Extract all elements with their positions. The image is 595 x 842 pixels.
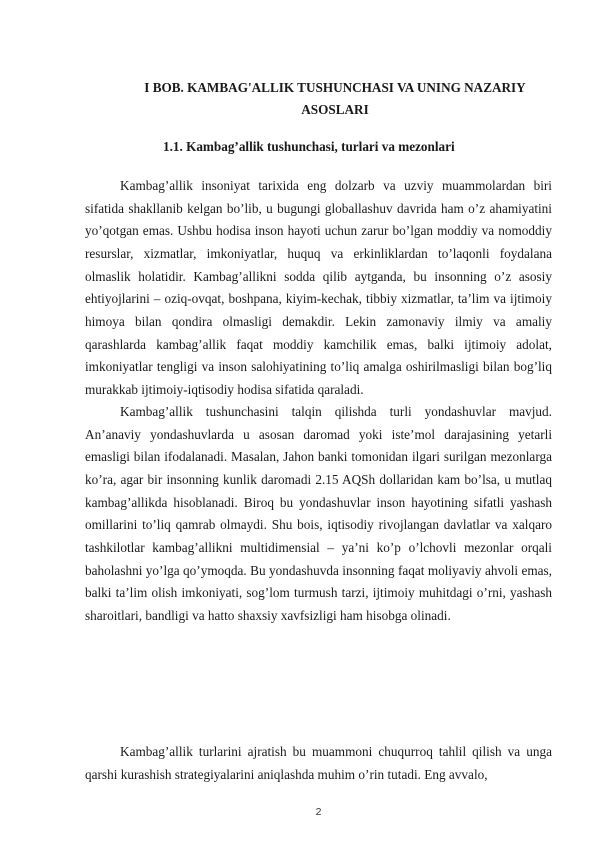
section-title: 1.1. Kambag’allik tushunchasi, turlari va mezonlari (163, 139, 455, 154)
body-paragraph: Kambag’allik turlarini ajratish bu muammoni chuqurroq tahlil qilish va unga qarshi kurashish strategiyalarini aniqlashda muhim o’rin tutadi. Eng avvalo, (85, 744, 552, 782)
page-number: 2 (315, 806, 322, 818)
body-paragraph: Kambag’allik tushunchasini talqin qilishda turli yondashuvlar mavjud. An’anaviy yondashuvlarda u asosan daromad yoki iste’mol darajasining yetarli emasligi bilan ifodalanadi. Masalan, Jahon banki tomonidan ilgari surilgan mezonlarga ko’ra, agar bir insonning kunlik daromadi 2.15 AQSh dollaridan kam bo’lsa, u mutlaq kambag’allikda hisoblanadi. Biroq bu yondashuvlar inson hayotining sifatli yashash omillarini to’liq qamrab olmaydi. Shu bois, iqtisodiy rivojlangan davlatlar va xalqaro tashkilotlar kambag’allikni multidimensial – ya’ni ko’p o’lchovli mezonlar orqali baholashni yo’lga qo’ymoqda. Bu yondashuvda insonning faqat moliyaviy ahvoli emas, balki ta’lim olish imkoniyati, sog’lom turmush tarzi, ijtimoiy muhitdagi o’rni, yashash sharoitlari, bandligi va hatto shaxsiy xavfsizligi ham hisobga olinadi. (85, 404, 552, 623)
body-paragraph: Kambag’allik insoniyat tarixida eng dolzarb va uzviy muammolardan biri sifatida shakllanib kelgan bo’lib, u bugungi globallashuv davrida ham o’z ahamiyatini yo’qotgan emas. Ushbu hodisa inson hayoti uchun zarur bo’lgan moddiy va nomoddiy resurslar, xizmatlar, imkoniyatlar, huquq va erkinliklardan to’laqonli foydalana olmaslik holatidir. Kambag’allikni sodda qilib aytganda, bu insonning o’z asosiy ehtiyojlarini – oziq-ovqat, boshpana, kiyim-kechak, tibbiy xizmatlar, ta’lim va ijtimoiy himoya bilan qondira olmasligi demakdir. Lekin zamonaviy ilmiy va amaliy qarashlarda kambag’allik faqat moddiy kamchilik emas, balki ijtimoiy adolat, imkoniyatlar tengligi va inson salohiyatining to’liq amalga oshirilmasligi bilan bog’liq murakkab ijtimoiy-iqtisodiy hodisa sifatida qaraladi. (85, 178, 552, 397)
chapter-title: I BOB. KAMBAG'ALLIK TUSHUNCHASI VA UNING NAZARIY ASOSLARI (144, 80, 526, 117)
